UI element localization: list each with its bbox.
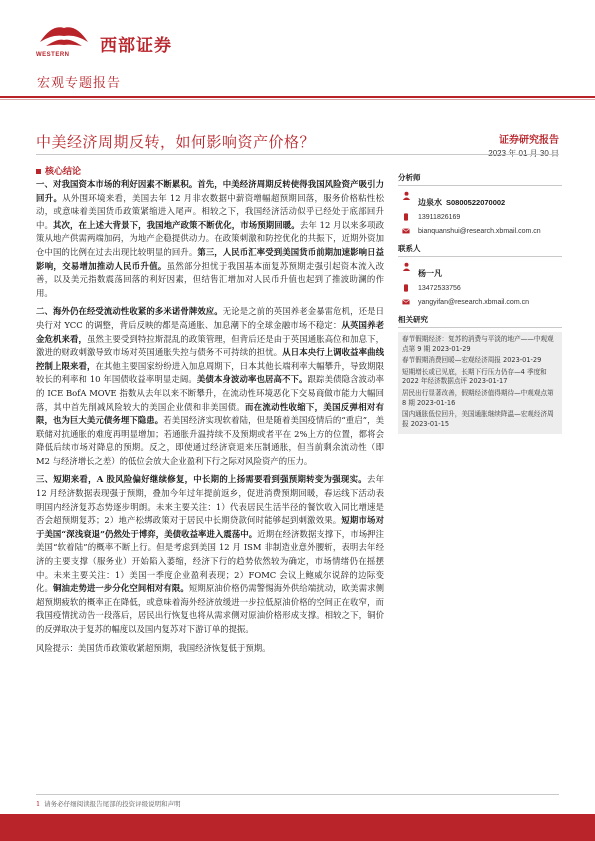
risk-warning <box>36 642 384 656</box>
contact-entry <box>398 261 562 280</box>
section-heading <box>36 164 81 177</box>
document-type: 宏观专题报告 <box>37 76 122 91</box>
contact-phone-row <box>398 283 562 294</box>
western-logo-icon <box>38 20 90 50</box>
page-number: 1 <box>36 800 41 808</box>
body-text: 虽然部分担忧于我国基本面复苏预期走强引起资本流入改善，以及美元指数震荡回落的利好因素，但结售汇增加对人民币升值也起到了推波助澜的作用。 <box>36 260 384 298</box>
person-icon <box>402 191 411 200</box>
header-thin-divider <box>0 99 595 100</box>
body-text: 在其他主要国家纷纷进入加息周期下，日本其他长端利率大幅攀升，导致期限较长的利率和 10 年国债收益率明显走阔。 <box>36 360 385 385</box>
analyst-phone: 13911826169 <box>418 214 461 221</box>
main-body <box>36 178 384 660</box>
body-paragraph <box>36 178 384 300</box>
related-item[interactable]: 春节假期消费回暖—宏观经济周报 2023-01-29 <box>402 356 542 365</box>
title-divider <box>36 154 559 155</box>
contact-phone: 13472533756 <box>418 285 461 292</box>
footer-disclaimer: 请务必仔细阅读报告尾部的投资评级说明和声明 <box>44 800 181 808</box>
phone-icon <box>402 213 410 221</box>
bullet-square-icon <box>36 169 41 174</box>
body-text: 风险提示：美国货币政策收紧超预期，我国经济恢复低于预期。 <box>36 642 271 653</box>
related-item[interactable]: 春节假期经济：复苏的消费与平淡的地产——中观观点第 9 期 2023-01-29 <box>402 335 554 353</box>
footer-divider <box>36 794 559 795</box>
contact-email[interactable]: yangyifan@research.xbmail.com.cn <box>418 299 529 306</box>
body-text: 去年 12 月经济数据表现强于预期，叠加今年过年提前返乡，促进消费预期回暖，春运线下活动表明国内经济复苏态势逐步明朗。未来主要关注：1）代表居民生活半径的餐饮收入同比增速是否会超预期复苏；2）地产松绑政策对于居民中长期贷款何时能够起到刺激效果。 <box>36 474 384 526</box>
contact-name: 杨一凡 <box>418 269 442 278</box>
body-paragraph <box>36 305 384 468</box>
body-text: 若美国经济实现软着陆，但是随着美国疫情后的“重启”，美联储对抗通胀的难度再明显增加；若通胀升温持续不及预期或者平在 2%上方的位置，都将会降低后续市场对降息的预期。反之，即使通过经济衰退来压制通胀，但当前剩余流动性（即 M2 与经济增长之差）的低位会放大企业盈利下行之际对风险资产的压力。 <box>36 415 385 466</box>
person-icon <box>402 262 411 271</box>
section-heading-text: 核心结论 <box>45 167 82 177</box>
analyst-heading: 分析师 <box>398 172 562 186</box>
analyst-name: 边泉水 <box>418 198 442 207</box>
report-title: 中美经济周期反转，如何影响资产价格？ <box>36 133 316 151</box>
phone-icon <box>402 284 410 292</box>
brand-chinese: 西部证券 <box>100 36 172 56</box>
highlight-text: 其次，在上述大背景下，我国地产政策不断优化，市场预期回暖。 <box>53 219 300 230</box>
body-text: 跟踪美债隐含波动率的 ICE BofA MOVE 指数从去年以来不断攀升，在流动性环境恶化下交易商做市能力大幅回落，其中首先削减风险较大的美国企业债和非美国债。 <box>36 374 385 412</box>
highlight-text: 三、短期来看，A 股风险偏好继续修复，中长期的上扬需要看到强预期转变为强现实。 <box>36 474 367 485</box>
analyst-email-row <box>398 226 562 237</box>
header-divider <box>0 96 595 98</box>
related-research <box>398 314 562 434</box>
body-text: 近期在经济数据支撑下，市场押注美国“软着陆”的概率不断上行。但是考虑到美国 12 月 ISM 非制造业意外腰斩，表明去年经济的主要支撑（服务业）开始陷入萎缩，经济下行的趋势依然较为确定，市场情绪仍在摇摆中。未来主要关注：1）美国一季度企业盈利表现；2）FOMC 会议上鲍威尔说辞的边际变化。 <box>36 528 385 594</box>
highlight-text: 美债本身波动率也居高不下。 <box>196 374 308 385</box>
body-text: 虽然主要受到特拉斯混乱的政策管理，但背后还是由于英国通胀高位和加息下，激进的财政刺激导致市场对英国通胀失控与债务不可持续的担忧。 <box>36 333 385 358</box>
brand-english: WESTERN <box>36 52 70 58</box>
highlight-text: 短期市场对于美国“深浅衰退”仍然处于博弈，美债收益率进入震荡中。 <box>36 515 385 539</box>
highlight-text: 二、海外仍在经受流动性收紧的多米诺骨牌效应。 <box>36 306 223 317</box>
report-type-label: 证券研究报告 <box>499 135 559 146</box>
body-text: 短期原油价格仍需警惕海外供给端扰动，欧美需求侧超预期疲软的概率正在降低，或意味着海外经济放缓进一步拉低原油价格的空间正在收窄，而我国疫情扰动告一段落后，居民出行恢复也将从需求侧对原油价格形成支撑。相较之下，铜价的反弹取决于复苏的幅度以及国内复苏对下游订单的提振。 <box>36 583 385 634</box>
analyst-certificate: S0800522070002 <box>446 198 506 207</box>
side-column <box>398 172 562 434</box>
body-text: 从外围环境来看，美国去年 12 月非农数据中薪资增幅超预期回落，服务价格粘性松动，或意味着美国货币政策紧缩进入尾声。相较之下，我国经济活动似乎已经处于底部回升中。 <box>36 192 384 230</box>
highlight-text: 铜油走势进一步分化空间相对有限。 <box>52 583 189 594</box>
body-text: 无论是之前的英国养老金暴雷危机，还是日央行对 YCC 的调整，背后反映的都是高通胀、加息潮下的全球金融市场不稳定： <box>36 306 385 330</box>
related-item[interactable]: 短期增长或已见底，长期下行压力仍存—4 季度和 2022 年经济数据点评 2023-01-17 <box>402 367 547 386</box>
analyst-entry <box>398 190 562 209</box>
highlight-text: 一、对我国资本市场的利好因素不断累积。首先，中美经济周期反转使得我国风险资产吸引力回升。 <box>36 179 384 203</box>
body-paragraph <box>36 473 384 636</box>
body-text: 去年 12 月以来多项政策从地产供需两端加码，为地产企稳提供动力。在政策刺激和防控优化的共振下，近期外资加仓中国的比例在过去出现比较明显的回升。 <box>36 219 385 257</box>
analyst-phone-row <box>398 212 562 223</box>
email-icon <box>402 298 410 306</box>
highlight-text: 从英国养老金危机来看， <box>36 319 384 344</box>
bottom-brand-bar <box>0 814 595 841</box>
highlight-text: 而在流动性收缩下，美国反弹相对有限，也为巨大美元债务埋下隐患。 <box>36 401 384 426</box>
highlight-text: 第三，人民币汇率受到美国货币前期加速影响日益影响，交易增加推动人民币升值。 <box>36 246 385 271</box>
related-item[interactable]: 居民出行显著改善，假期经济值得期待—中观观点第 8 期 2023-01-16 <box>402 388 554 407</box>
related-list <box>398 332 562 434</box>
contact-email-row <box>398 297 562 308</box>
analyst-email[interactable]: bianquanshui@research.xbmail.com.cn <box>418 228 541 235</box>
related-heading: 相关研究 <box>398 314 562 328</box>
related-item[interactable]: 国内通胀低位回升，美国通胀继续降温—宏观经济周报 2023-01-15 <box>402 410 554 428</box>
footer <box>36 799 181 808</box>
highlight-text: 从日本央行上调收益率曲线控制上限来看， <box>36 347 385 371</box>
email-icon <box>402 227 410 235</box>
contact-heading: 联系人 <box>398 243 562 257</box>
